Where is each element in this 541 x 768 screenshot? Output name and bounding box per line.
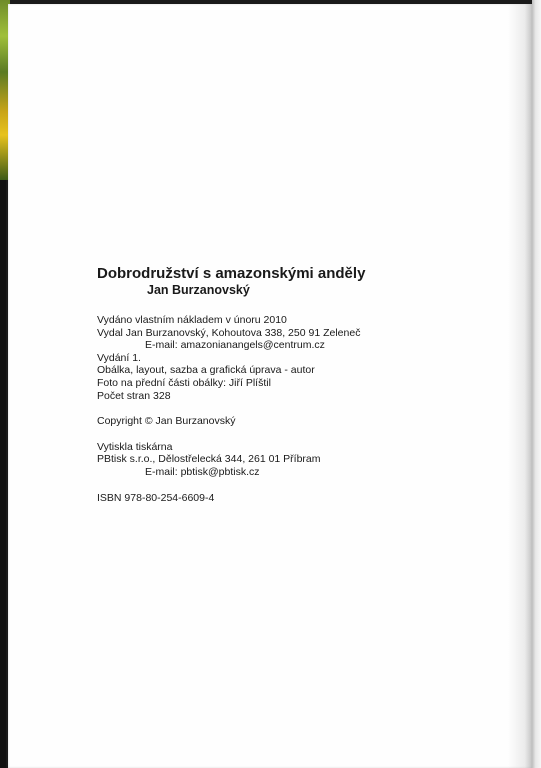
edition: Vydání 1.	[97, 351, 141, 364]
scan-border-left	[0, 180, 6, 768]
isbn: ISBN 978-80-254-6609-4	[97, 491, 215, 504]
page-count: Počet stran 328	[97, 389, 171, 402]
design-credit: Obálka, layout, sazba a grafická úprava - autor	[97, 364, 315, 377]
page-right-edge	[532, 0, 541, 768]
book-author: Jan Burzanovský	[147, 283, 250, 297]
printer-email: E-mail: pbtisk@pbtisk.cz	[145, 465, 260, 478]
imprint-block	[97, 264, 427, 504]
publisher-address: Vydal Jan Burzanovský, Kohoutova 338, 250 91 Zeleneč	[97, 326, 361, 339]
photo-credit: Foto na přední části obálky: Jiří Plíštil	[97, 376, 271, 389]
book-title: Dobrodružství s amazonskými anděly	[97, 265, 366, 282]
printer-heading: Vytiskla tiskárna	[97, 440, 173, 453]
copyright: Copyright © Jan Burzanovský	[97, 415, 236, 428]
page-edge-shadow	[508, 4, 532, 768]
publisher-email: E-mail: amazonianangels@centrum.cz	[145, 339, 325, 352]
printer-address: PBtisk s.r.o., Dělostřelecká 344, 261 01 Příbram	[97, 453, 321, 466]
publication-line: Vydáno vlastním nákladem v únoru 2010	[97, 314, 287, 326]
